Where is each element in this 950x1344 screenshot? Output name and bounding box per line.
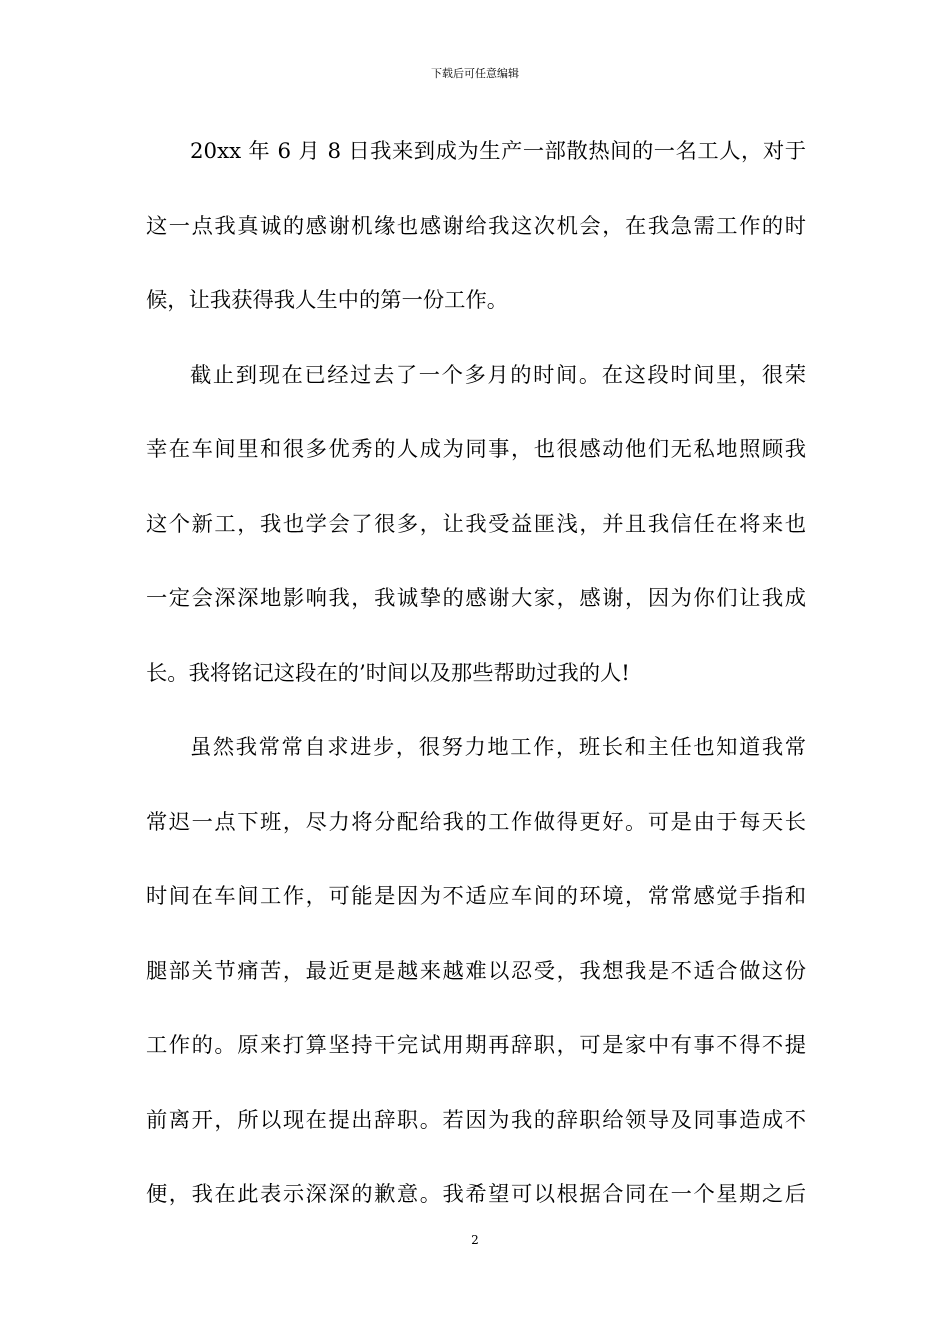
- paragraph-3-line-5: 工作的。原来打算坚持干完试用期再辞职，可是家中有事不得不提: [146, 1033, 806, 1058]
- paragraph-1-line-2: 这一点我真诚的感谢机缘也感谢给我这次机会，在我急需工作的时: [146, 213, 806, 239]
- paragraph-3-line-6: 前离开，所以现在提出辞职。若因为我的辞职给领导及同事造成不: [146, 1107, 806, 1133]
- paragraph-3-line-2: 常迟一点下班，尽力将分配给我的工作做得更好。可是由于每天长: [146, 809, 806, 835]
- paragraph-3-line-3: 时间在车间工作，可能是因为不适应车间的环境，常常感觉手指和: [146, 884, 806, 909]
- paragraph-2-line-2: 幸在车间里和很多优秀的人成为同事，也很感动他们无私地照顾我: [146, 437, 806, 462]
- paragraph-1-line-1: 20xx 年 6 月 8 日我来到成为生产一部散热间的一名工人，对于: [190, 139, 806, 164]
- paragraph-3-line-4: 腿部关节痛苦，最近更是越来越难以忍受，我想我是不适合做这份: [146, 958, 806, 984]
- paragraph-1-line-3: 候，让我获得我人生中的第一份工作。: [146, 288, 509, 313]
- paragraph-2-line-5: 长。我将铭记这段在的’时间以及那些帮助过我的人!: [146, 660, 630, 686]
- paragraph-2-line-1: 截止到现在已经过去了一个多月的时间。在这段时间里，很荣: [190, 362, 806, 388]
- document-body: [146, 130, 806, 1248]
- paragraph-3-line-7: 便，我在此表示深深的歉意。我希望可以根据合同在一个星期之后: [146, 1182, 806, 1207]
- paragraph-2-line-4: 一定会深深地影响我，我诚挚的感谢大家，感谢，因为你们让我成: [146, 586, 806, 611]
- page-header: 下载后可任意编辑: [431, 67, 519, 80]
- page-number: 2: [471, 1233, 479, 1247]
- paragraph-3-line-1: 虽然我常常自求进步，很努力地工作，班长和主任也知道我常: [190, 735, 806, 760]
- paragraph-2-line-3: 这个新工，我也学会了很多，让我受益匪浅，并且我信任在将来也: [146, 511, 806, 537]
